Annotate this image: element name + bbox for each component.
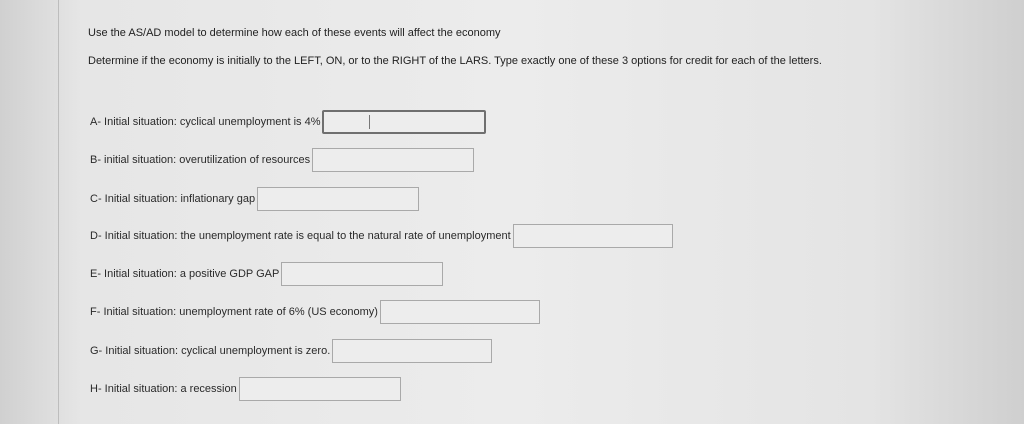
question-c-label: C- Initial situation: inflationary gap: [90, 193, 256, 205]
question-c: [90, 187, 419, 211]
question-e: [90, 262, 443, 286]
question-c-answer-field[interactable]: [257, 187, 419, 211]
instruction-line-1: Use the AS/AD model to determine how each of these events will affect the economy: [88, 27, 501, 39]
question-d: [90, 224, 673, 248]
question-d-answer-field[interactable]: [513, 224, 673, 248]
question-a-answer-field[interactable]: [322, 110, 486, 134]
question-e-label: E- Initial situation: a positive GDP GAP: [90, 268, 280, 280]
question-g-label: G- Initial situation: cyclical unemployment is zero.: [90, 345, 331, 357]
question-g: [90, 339, 492, 363]
question-f-answer-field[interactable]: [380, 300, 540, 324]
question-a: [90, 110, 486, 134]
question-e-answer-field[interactable]: [281, 262, 443, 286]
question-b: [90, 148, 474, 172]
question-h-answer-field[interactable]: [239, 377, 401, 401]
question-f-label: F- Initial situation: unemployment rate of 6% (US economy): [90, 306, 378, 318]
question-d-label: D- Initial situation: the unemployment rate is equal to the natural rate of unemployment: [90, 230, 511, 242]
question-a-label: A- Initial situation: cyclical unemployment is 4%: [90, 116, 321, 128]
question-b-answer-field[interactable]: [312, 148, 474, 172]
text-cursor: [369, 115, 370, 129]
question-g-answer-field[interactable]: [332, 339, 492, 363]
question-h: [90, 377, 401, 401]
question-h-label: H- Initial situation: a recession: [90, 383, 237, 395]
question-f: [90, 300, 540, 324]
instruction-line-2: Determine if the economy is initially to the LEFT, ON, or to the RIGHT of the LARS. Type exactly one of these 3 options for credit for each of the letters.: [88, 55, 822, 67]
question-b-label: B- initial situation: overutilization of resources: [90, 154, 311, 166]
